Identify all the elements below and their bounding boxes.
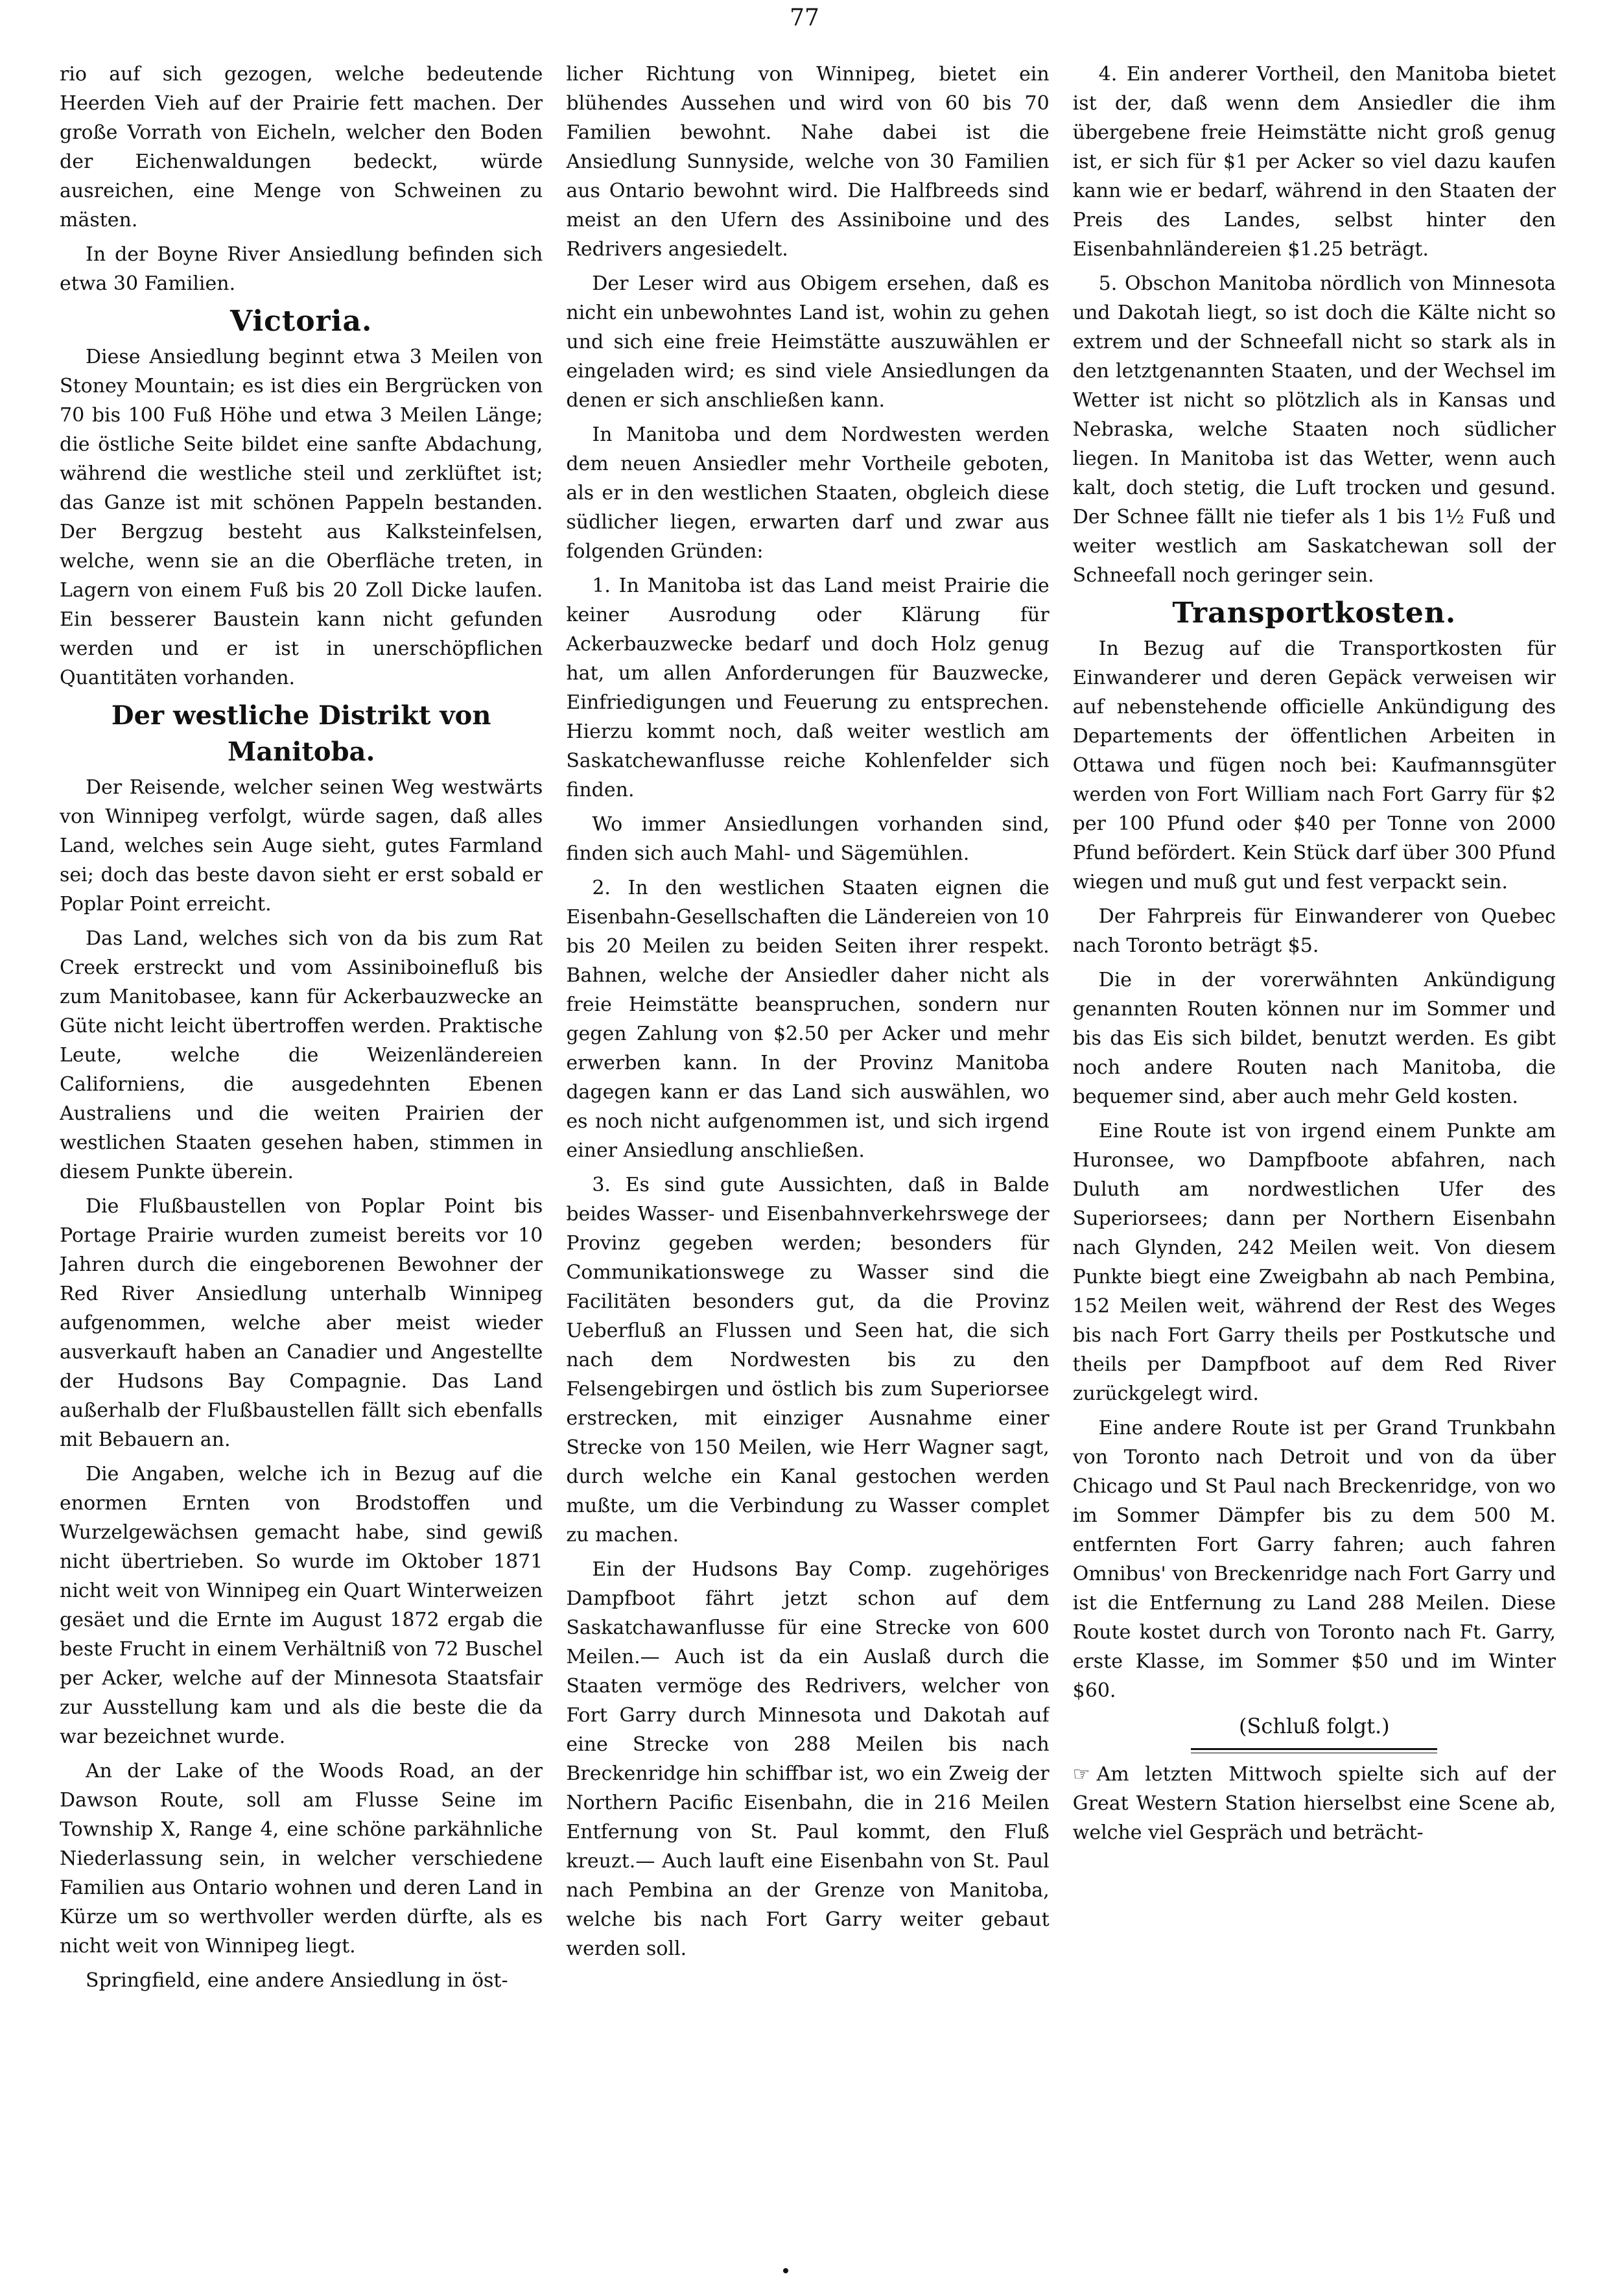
paragraph: 5. Obschon Manitoba nördlich von Minnesota und Dakotah liegt, so ist doch die Kälte nicht so extrem und der Schneefall nicht so stark als in den letztgenannten Staaten, und der Wechsel im Wetter ist nicht so plötzlich als in Kansas und Nebraska, welche Staaten noch südlicher liegen. In Manitoba ist das Wetter, wenn auch kalt, doch stetig, die Luft trocken und gesund. Der Schnee fällt nie tiefer als 1 bis 1½ Fuß und weiter westlich am Saskatchewan soll der Schneefall noch geringer sein.: [1072, 272, 1556, 587]
paragraph: An der Lake of the Woods Road, an der Dawson Route, soll am Flusse Seine im Township X, Range 4, eine schöne parkähnliche Niederlassung sein, in welcher verschiedene Familien aus Ontario wohnen und deren Land in Kürze um so werthvoller werden dürfte, als es nicht weit von Winnipeg liegt.: [60, 1760, 543, 1958]
pointing-hand-icon: ☞: [1072, 1763, 1090, 1786]
paragraph: 1. In Manitoba ist das Land meist Prairie die keiner Ausrodung oder Klärung für Ackerbauzwecke bedarf und doch Holz genug hat, um allen Anforderungen für Bauzwecke, Einfriedigungen und Feuerung zu entsprechen. Hierzu kommt noch, daß weiter westlich am Saskatchewanflusse reiche Kohlenfelder sich finden.: [566, 574, 1050, 801]
paragraph: Der Fahrpreis für Einwanderer von Quebec nach Toronto beträgt $5.: [1072, 905, 1556, 957]
paragraph: In Manitoba und dem Nordwesten werden dem neuen Ansiedler mehr Vortheile geboten, als er in den westlichen Staaten, obgleich diese südlicher liegen, erwarten darf und zwar aus folgenden Gründen:: [566, 423, 1050, 563]
column-left: [60, 60, 543, 2251]
paragraph: 4. Ein anderer Vortheil, den Manitoba bietet ist der, daß wenn dem Ansiedler die ihm übergebene freie Heimstätte nicht groß genug ist, er sich für $1 per Acker so viel dazu kaufen kann wie er bedarf, während in den Staaten der Preis des Landes, selbst hinter den Eisenbahnländereien $1.25 beträgt.: [1072, 63, 1556, 261]
paragraph: 3. Es sind gute Aussichten, daß in Balde beides Wasser- und Eisenbahnverkehrswege der Provinz gegeben werden; besonders für Communikationswege zu Wasser sind die Facilitäten besonders gut, da die Provinz Ueberfluß an Flussen und Seen hat, die sich nach dem Nordwesten bis zu den Felsengebirgen und östlich bis zum Superiorsee erstrecken, mit einziger Ausnahme einer Strecke von 150 Meilen, wie Herr Wagner sagt, durch welche ein Kanal gestochen werden mußte, um die Verbindung zu Wasser complet zu machen.: [566, 1174, 1050, 1546]
paragraph: 2. In den westlichen Staaten eignen die Eisenbahn-Gesellschaften die Ländereien von 10 bis 20 Meilen zu beiden Seiten ihrer respekt. Bahnen, welche der Ansiedler daher nicht als freie Heimstätte beanspruchen, sondern nur gegen Zahlung von $2.50 per Acker und mehr erwerben kann. In der Provinz Manitoba dagegen kann er das Land sich auswählen, wo es noch nicht aufgenommen ist, und sich irgend einer Ansiedlung anschließen.: [566, 877, 1050, 1162]
paragraph: Springfield, eine andere Ansiedlung in öst-: [86, 1969, 508, 1992]
article-columns: [60, 60, 1556, 2251]
paragraph: Ein der Hudsons Bay Comp. zugehöriges Dampfboot fährt jetzt schon auf dem Saskatchawanflusse für eine Strecke von 600 Meilen.— Auch ist da ein Auslaß durch die Staaten vermöge des Redrivers, welcher von Fort Garry durch Minnesota und Dakotah auf eine Strecke von 288 Meilen bis nach Breckenridge hin schiffbar ist, wo ein Zweig der Northern Pacific Eisenbahn, die in 216 Meilen Entfernung von St. Paul kommt, den Fluß kreuzt.— Auch lauft eine Eisenbahn von St. Paul nach Pembina an der Grenze von Manitoba, welche bis nach Fort Garry weiter gebaut werden soll.: [566, 1558, 1050, 1960]
paragraph: rio auf sich gezogen, welche bedeutende Heerden Vieh auf der Prairie fett machen. Der große Vorrath von Eicheln, welcher den Boden der Eichenwaldungen bedeckt, würde ausreichen, eine Menge von Schweinen zu mästen.: [60, 63, 543, 231]
paragraph: In Bezug auf die Transportkosten für Einwanderer und deren Gepäck verweisen wir auf nebenstehende officielle Ankündigung des Departements der öffentlichen Arbeiten in Ottawa und fügen noch bei: Kaufmannsgüter werden von Fort William nach Fort Garry für $2 per 100 Pfund oder $40 per Tonne von 2000 Pfund befördert. Kein Stück darf über 300 Pfund wiegen und muß gut und fest verpackt sein.: [1072, 637, 1556, 894]
section-heading: Victoria.: [230, 305, 373, 338]
paragraph: Die Angaben, welche ich in Bezug auf die enormen Ernten von Brodstoffen und Wurzelgewächsen gemacht habe, sind gewiß nicht übertrieben. So wurde im Oktober 1871 nicht weit von Winnipeg ein Quart Winterweizen gesäet und die Ernte im August 1872 ergab die beste Frucht in einem Verhältniß von 72 Buschel per Acker, welche auf der Minnesota Staatsfair zur Ausstellung kam und als die beste die da war bezeichnet wurde.: [60, 1463, 543, 1748]
paragraph: Die Flußbaustellen von Poplar Point bis Portage Prairie wurden zumeist bereits vor 10 Jahren durch die eingeborenen Bewohner der Red River Ansiedlung unterhalb Winnipeg aufgenommen, welche aber meist wieder ausverkauft haben an Canadier und Angestellte der Hudsons Bay Compagnie. Das Land außerhalb der Flußbaustellen fällt sich ebenfalls mit Bebauern an.: [60, 1195, 543, 1451]
bottom-dot: [783, 2268, 788, 2273]
notice-paragraph: [1073, 1760, 1556, 1847]
continued-note: (Schluß folgt.): [1238, 1714, 1390, 1738]
paragraph: Diese Ansiedlung beginnt etwa 3 Meilen von Stoney Mountain; es ist dies ein Bergrücken von 70 bis 100 Fuß Höhe und etwa 3 Meilen Länge; die östliche Seite bildet eine sanfte Abdachung, während die westliche steil und zerklüftet ist; das Ganze ist mit schönen Pappeln bestanden. Der Bergzug besteht aus Kalksteinfelsen, welche, wenn sie an die Oberfläche treten, in Lagern von einem Fuß bis 20 Zoll Dicke laufen. Ein besserer Baustein kann nicht gefunden werden und er ist in unerschöpflichen Quantitäten vorhanden.: [60, 346, 543, 689]
column-middle: [566, 60, 1049, 2251]
paragraph: Die in der vorerwähnten Ankündigung genannten Routen können nur im Sommer und bis das Eis sich bildet, benutzt werden. Es gibt noch andere Routen nach Manitoba, die bequemer sind, aber auch mehr Geld kosten.: [1072, 969, 1556, 1108]
section-heading: Transportkosten.: [1172, 597, 1457, 630]
paragraph: Eine andere Route ist per Grand Trunkbahn von Toronto nach Detroit und von da über Chicago und St Paul nach Breckenridge, von wo im Sommer Dämpfer bis zu dem 500 M. entfernten Fort Garry fahren; auch fahren Omnibus' von Breckenridge nach Fort Garry und ist die Entfernung zu Land 288 Meilen. Diese Route kostet durch von Toronto nach Ft. Garry, erste Klasse, im Sommer $50 und im Winter $60.: [1072, 1417, 1556, 1702]
paragraph: Eine Route ist von irgend einem Punkte am Huronsee, wo Dampfboote abfahren, nach Duluth am nordwestlichen Ufer des Superiorsees; dann per Northern Eisenbahn nach Glynden, 242 Meilen weit. Von diesem Punkte biegt eine Zweigbahn ab nach Pembina, 152 Meilen weit, während der Rest des Weges bis nach Fort Garry theils per Postkutsche und theils per Dampfboot auf dem Red River zurückgelegt wird.: [1072, 1120, 1556, 1405]
section-divider: [1191, 1748, 1437, 1753]
paragraph: Wo immer Ansiedlungen vorhanden sind, finden sich auch Mahl- und Sägemühlen.: [566, 813, 1050, 865]
section-heading: Der westliche Distrikt von Manitoba.: [111, 700, 491, 767]
paragraph: Der Leser wird aus Obigem ersehen, daß es nicht ein unbewohntes Land ist, wohin zu gehen und sich eine freie Heimstätte auszuwählen er eingeladen wird; es sind viele Ansiedlungen da denen er sich anschließen kann.: [566, 272, 1050, 412]
paragraph: licher Richtung von Winnipeg, bietet ein blühendes Aussehen und wird von 60 bis 70 Familien bewohnt. Nahe dabei ist die Ansiedlung Sunnyside, welche von 30 Familien aus Ontario bewohnt wird. Die Halfbreeds sind meist an den Ufern des Assiniboine und des Redrivers angesiedelt.: [566, 63, 1050, 261]
paragraph: Der Reisende, welcher seinen Weg westwärts von Winnipeg verfolgt, würde sagen, daß alles Land, welches sein Auge sieht, gutes Farmland sei; doch das beste davon sieht er erst sobald er Poplar Point erreicht.: [60, 776, 543, 916]
paragraph: In der Boyne River Ansiedlung befinden sich etwa 30 Familien.: [60, 243, 543, 295]
page-number: 77: [790, 5, 819, 31]
notice-text: Am letzten Mittwoch spielte sich auf der Great Western Station hierselbst eine Scene ab, welche viel Gespräch und beträcht-: [1072, 1763, 1556, 1844]
column-right: [1073, 60, 1556, 2251]
paragraph: Das Land, welches sich von da bis zum Rat Creek erstreckt und vom Assiniboinefluß bis zum Manitobasee, kann für Ackerbauzwecke an Güte nicht leicht übertroffen werden. Praktische Leute, welche die Weizenländereien Californiens, die ausgedehnten Ebenen Australiens und die weiten Prairien der westlichen Staaten gesehen haben, stimmen in diesem Punkte überein.: [60, 927, 543, 1183]
